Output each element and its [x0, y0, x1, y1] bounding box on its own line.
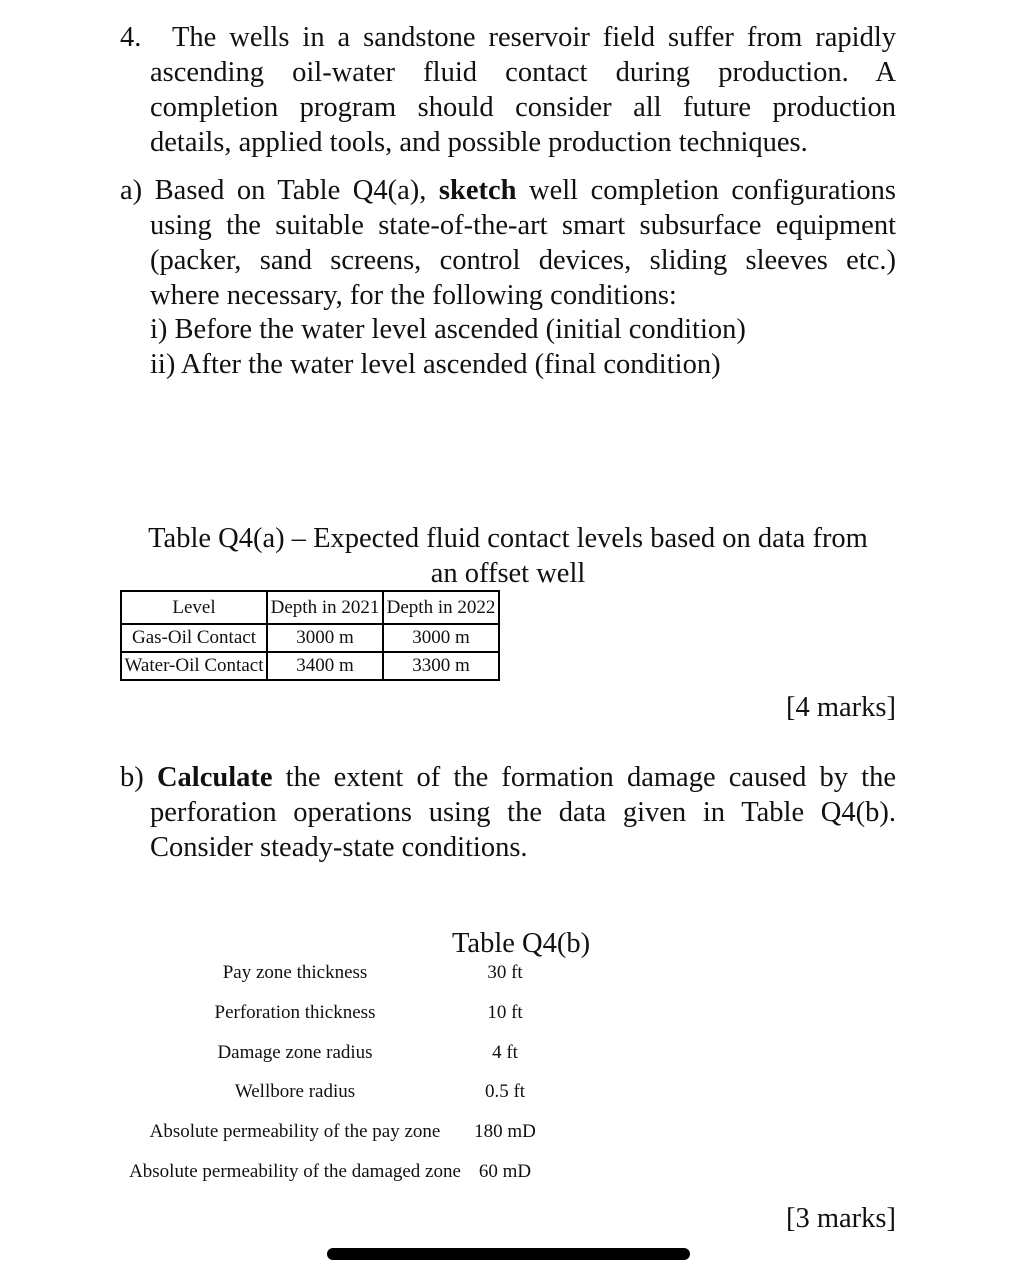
part-a-condition-ii: ii) After the water level ascended (final condition)	[150, 349, 721, 380]
intro-line-2: ascending oil-water fluid contact during production. A	[150, 57, 896, 88]
table-b-value: 30 ft	[487, 962, 523, 983]
table-b-value: 60 mD	[478, 1161, 532, 1182]
intro-line-4: details, applied tools, and possible production techniques.	[150, 127, 808, 158]
table-a-cell: 3000 m	[383, 624, 499, 652]
table-a-caption-line-2: an offset well	[430, 558, 586, 589]
table-a-cell: Gas-Oil Contact	[121, 624, 267, 652]
part-a-line-1: a) Based on Table Q4(a), sketch well completion configurations	[120, 175, 897, 206]
table-a-row	[121, 652, 499, 680]
table-b-value: 180 mD	[474, 1121, 536, 1142]
table-a-cell: Water-Oil Contact	[121, 652, 267, 680]
table-b-value: 0.5 ft	[484, 1081, 526, 1102]
table-a-row	[121, 624, 499, 652]
table-a-header-cell: Depth in 2021	[267, 591, 383, 624]
table-b-caption: Table Q4(b)	[452, 928, 591, 959]
table-a-cell: 3400 m	[267, 652, 383, 680]
part-a-line-3: (packer, sand screens, control devices, sliding sleeves etc.)	[150, 245, 896, 276]
part-a-line-4: where necessary, for the following conditions:	[150, 280, 677, 311]
table-b-value: 4 ft	[492, 1042, 518, 1063]
table-a-caption-line-1: Table Q4(a) – Expected fluid contact levels based on data from	[148, 523, 868, 554]
part-b-marks: [3 marks]	[785, 1203, 896, 1234]
part-a-bold-sketch: sketch	[438, 175, 517, 206]
table-q4a	[120, 590, 500, 681]
part-b-line-2: perforation operations using the data given in Table Q4(b).	[150, 797, 896, 828]
part-a-marks: [4 marks]	[785, 692, 896, 723]
table-b-value: 10 ft	[487, 1002, 523, 1023]
table-b-label: Absolute permeability of the pay zone	[149, 1121, 441, 1142]
table-a-cell: 3000 m	[267, 624, 383, 652]
table-a-header-cell: Depth in 2022	[383, 591, 499, 624]
table-b-label: Absolute permeability of the damaged zone	[129, 1161, 461, 1182]
intro-line-1: The wells in a sandstone reservoir field suffer from rapidly	[172, 22, 896, 53]
part-a-condition-i: i) Before the water level ascended (initial condition)	[150, 314, 746, 345]
table-b-label: Damage zone radius	[217, 1042, 373, 1063]
table-b-label: Pay zone thickness	[222, 962, 368, 983]
table-b-label: Wellbore radius	[234, 1081, 356, 1102]
part-b-line-3: Consider steady-state conditions.	[150, 832, 528, 863]
intro-line-3: completion program should consider all future production	[150, 92, 896, 123]
home-indicator[interactable]	[327, 1248, 690, 1260]
table-a-header-cell: Level	[121, 591, 267, 624]
table-b-label: Perforation thickness	[214, 1002, 376, 1023]
part-b-line-1: b) Calculate the extent of the formation damage caused by the	[120, 762, 897, 793]
table-a-header-row	[121, 591, 499, 624]
question-number: 4.	[120, 22, 142, 53]
part-b-bold-calculate: Calculate	[156, 762, 273, 793]
part-a-line-2: using the suitable state-of-the-art smart subsurface equipment	[150, 210, 896, 241]
table-a-cell: 3300 m	[383, 652, 499, 680]
